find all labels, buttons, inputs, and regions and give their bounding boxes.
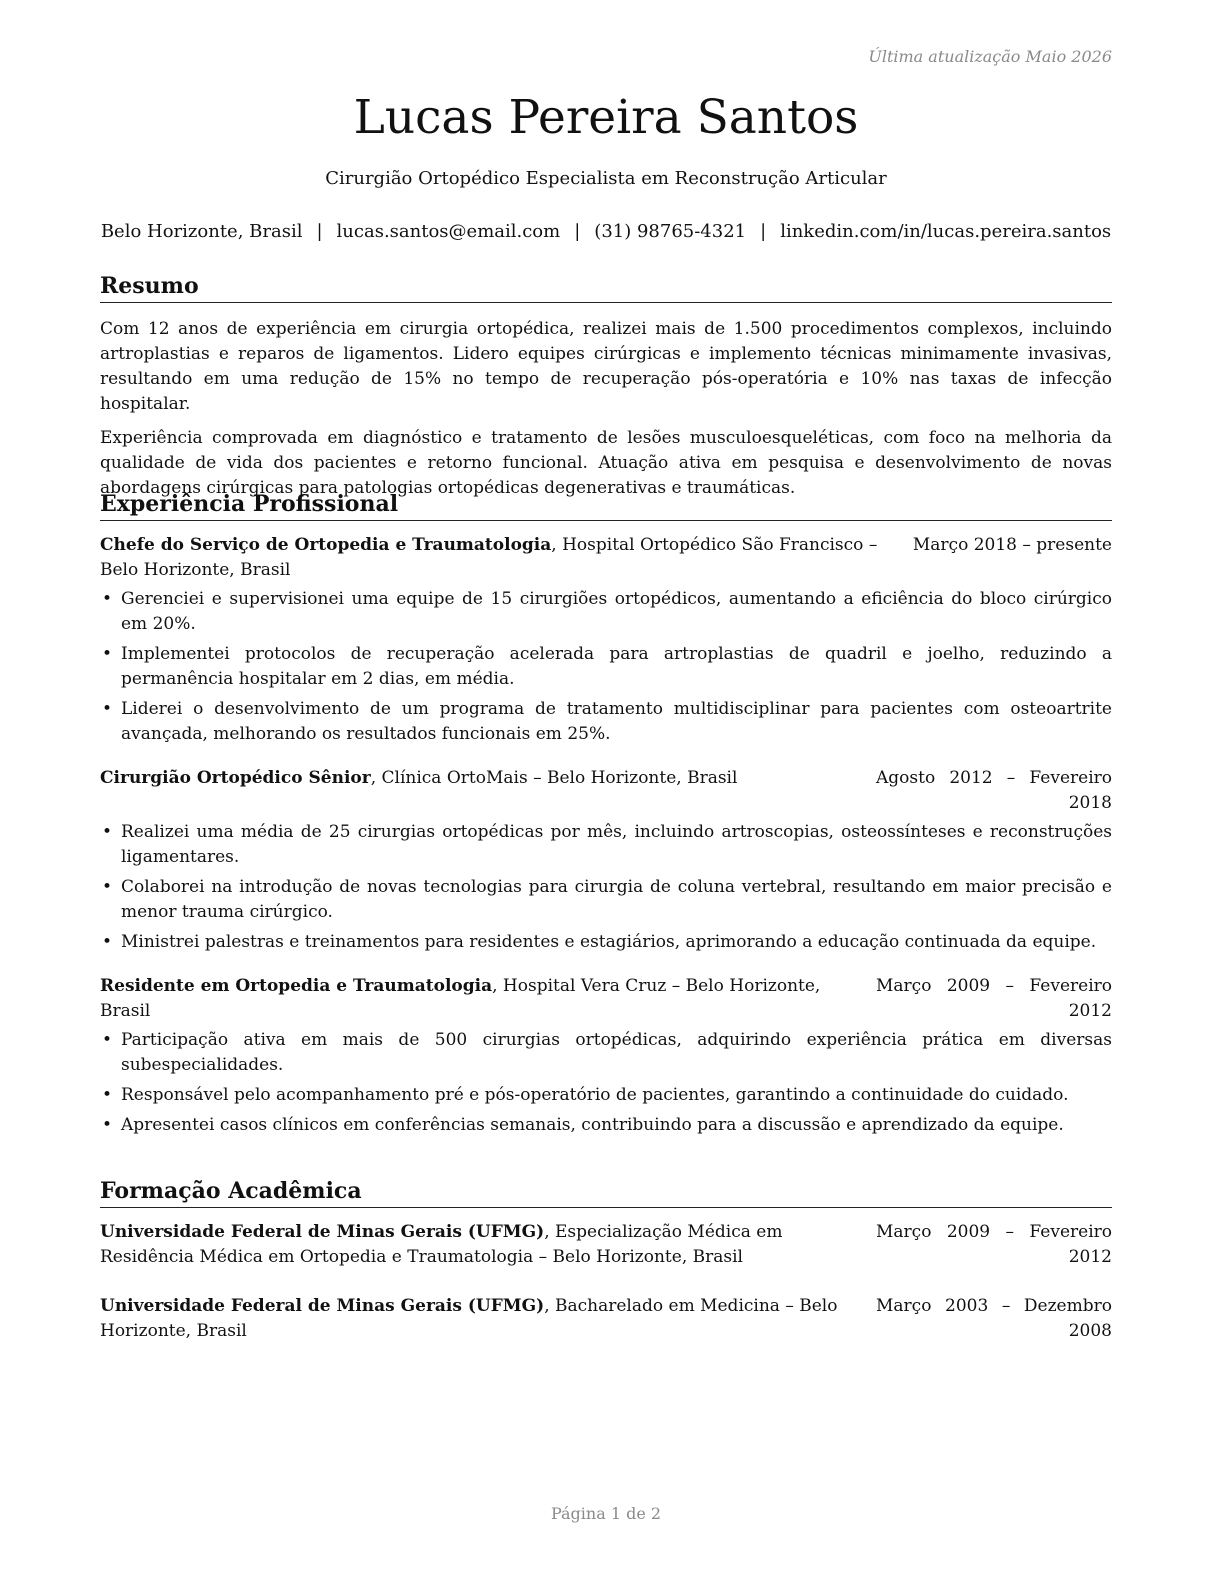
contact-line xyxy=(100,219,1112,244)
job-entry xyxy=(100,533,1112,747)
candidate-name: Lucas Pereira Santos xyxy=(353,90,859,145)
job-bullet: • Ministrei palestras e treinamentos para residentes e estagiários, aprimorando a educação continuada da equipe. xyxy=(100,930,1112,955)
job-bullet: • Gerenciei e supervisionei uma equipe de 15 cirurgiões ortopédicos, aumentando a eficiência do bloco cirúrgico em 20%. xyxy=(100,587,1112,637)
education-entry xyxy=(100,1294,1112,1344)
job-bullet: • Realizei uma média de 25 cirurgias ortopédicas por mês, incluindo artroscopias, osteossínteses e reconstruções ligamentares. xyxy=(100,820,1112,870)
contact-city: Belo Horizonte, Brasil xyxy=(100,221,303,242)
summary-section xyxy=(100,271,1112,501)
job-dates-range: Agosto 2012 – Fevereiro xyxy=(876,768,1112,788)
summary-paragraph: Experiência comprovada em diagnóstico e tratamento de lesões musculoesqueléticas, com foco na melhoria da qualidade de vida dos pacientes e retorno funcional. Atuação ativa em pesquisa e desenvolvimento de novas abordagens cirúrgicas para patologias ortopédicas degenerativas e traumáticas. xyxy=(100,428,1112,498)
job-dates-range: Março 2009 – Fevereiro xyxy=(876,976,1112,996)
education-school: Universidade Federal de Minas Gerais (UFMG) xyxy=(100,1296,545,1316)
education-dates-range: Março 2009 – Fevereiro xyxy=(876,1222,1112,1242)
experience-section xyxy=(100,489,1112,1143)
education-dates xyxy=(876,1294,1112,1344)
job-title xyxy=(100,533,885,583)
job-role: Cirurgião Ortopédico Sênior xyxy=(100,768,371,788)
job-bullet: • Colaborei na introdução de novas tecnologias para cirurgia de coluna vertebral, resultando em maior precisão e menor trauma cirúrgico. xyxy=(100,875,1112,925)
education-school: Universidade Federal de Minas Gerais (UFMG) xyxy=(100,1222,545,1242)
section-title-education: Formação Acadêmica xyxy=(100,1176,1112,1208)
job-place: , Hospital Vera Cruz – Belo Horizonte, Brasil xyxy=(100,976,821,1021)
education-section xyxy=(100,1176,1112,1344)
job-bullets xyxy=(100,587,1112,747)
job-place: , Hospital Ortopédico São Francisco – Belo Horizonte, Brasil xyxy=(100,535,878,580)
education-title xyxy=(100,1220,876,1270)
job-dates xyxy=(876,974,1112,1024)
section-title-summary: Resumo xyxy=(100,271,1112,303)
job-header xyxy=(100,533,1112,583)
job-entry xyxy=(100,766,1112,955)
job-dates: Março 2018 – presente xyxy=(912,535,1112,555)
job-bullets xyxy=(100,820,1112,955)
education-dates-year: 2008 xyxy=(1068,1321,1112,1341)
summary-paragraph: Com 12 anos de experiência em cirurgia ortopédica, realizei mais de 1.500 procedimentos complexos, incluindo artroplastias e reparos de ligamentos. Lidero equipes cirúrgicas e implemento técnicas minimamente invasivas, resultando em uma redução de 15% no tempo de recuperação pós-operatória e 10% nas taxas de infecção hospitalar. xyxy=(100,319,1112,414)
job-role: Chefe do Serviço de Ortopedia e Traumatologia xyxy=(100,535,552,555)
education-entry xyxy=(100,1220,1112,1270)
job-dates xyxy=(876,766,1112,816)
job-entry xyxy=(100,974,1112,1138)
contact-separator: | xyxy=(574,221,581,242)
job-dates-year: 2018 xyxy=(1068,793,1112,813)
education-title xyxy=(100,1294,876,1344)
resume-page xyxy=(100,0,1112,1584)
job-title xyxy=(100,766,876,791)
job-place: , Clínica OrtoMais – Belo Horizonte, Brasil xyxy=(370,768,738,788)
contact-email[interactable]: lucas.santos@email.com xyxy=(336,221,561,242)
job-bullet: • Apresentei casos clínicos em conferências semanais, contribuindo para a discussão e aprendizado da equipe. xyxy=(100,1113,1112,1138)
contact-separator: | xyxy=(760,221,767,242)
contact-phone[interactable]: (31) 98765-4321 xyxy=(594,221,747,242)
job-dates-year: 2012 xyxy=(1068,1001,1112,1021)
last-updated: Última atualização Maio 2026 xyxy=(868,47,1112,66)
contact-linkedin[interactable]: linkedin.com/in/lucas.pereira.santos xyxy=(780,221,1112,242)
education-dates xyxy=(876,1220,1112,1270)
education-header xyxy=(100,1294,1112,1344)
job-bullet: • Liderei o desenvolvimento de um programa de tratamento multidisciplinar para pacientes com osteoartrite avançada, melhorando os resultados funcionais em 25%. xyxy=(100,697,1112,747)
section-title-experience: Experiência Profissional xyxy=(100,489,1112,521)
education-header xyxy=(100,1220,1112,1270)
education-dates-range: Março 2003 – Dezembro xyxy=(876,1296,1112,1316)
education-detail: , Especialização Médica em Residência Médica em Ortopedia e Traumatologia – Belo Horizonte, Brasil xyxy=(100,1222,783,1267)
education-dates-year: 2012 xyxy=(1068,1247,1112,1267)
job-header xyxy=(100,766,1112,816)
education-detail: , Bacharelado em Medicina – Belo Horizonte, Brasil xyxy=(100,1296,838,1341)
job-header xyxy=(100,974,1112,1024)
headline: Cirurgião Ortopédico Especialista em Reconstrução Articular xyxy=(325,168,887,189)
job-bullet: • Participação ativa em mais de 500 cirurgias ortopédicas, adquirindo experiência prática em diversas subespecialidades. xyxy=(100,1028,1112,1078)
job-bullet: • Responsável pelo acompanhamento pré e pós-operatório de pacientes, garantindo a continuidade do cuidado. xyxy=(100,1083,1112,1108)
job-bullet: • Implementei protocolos de recuperação acelerada para artroplastias de quadril e joelho, reduzindo a permanência hospitalar em 2 dias, em média. xyxy=(100,642,1112,692)
job-role: Residente em Ortopedia e Traumatologia xyxy=(100,976,493,996)
job-bullets xyxy=(100,1028,1112,1138)
job-title xyxy=(100,974,876,1024)
contact-separator: | xyxy=(316,221,323,242)
page-number: Página 1 de 2 xyxy=(550,1504,662,1523)
